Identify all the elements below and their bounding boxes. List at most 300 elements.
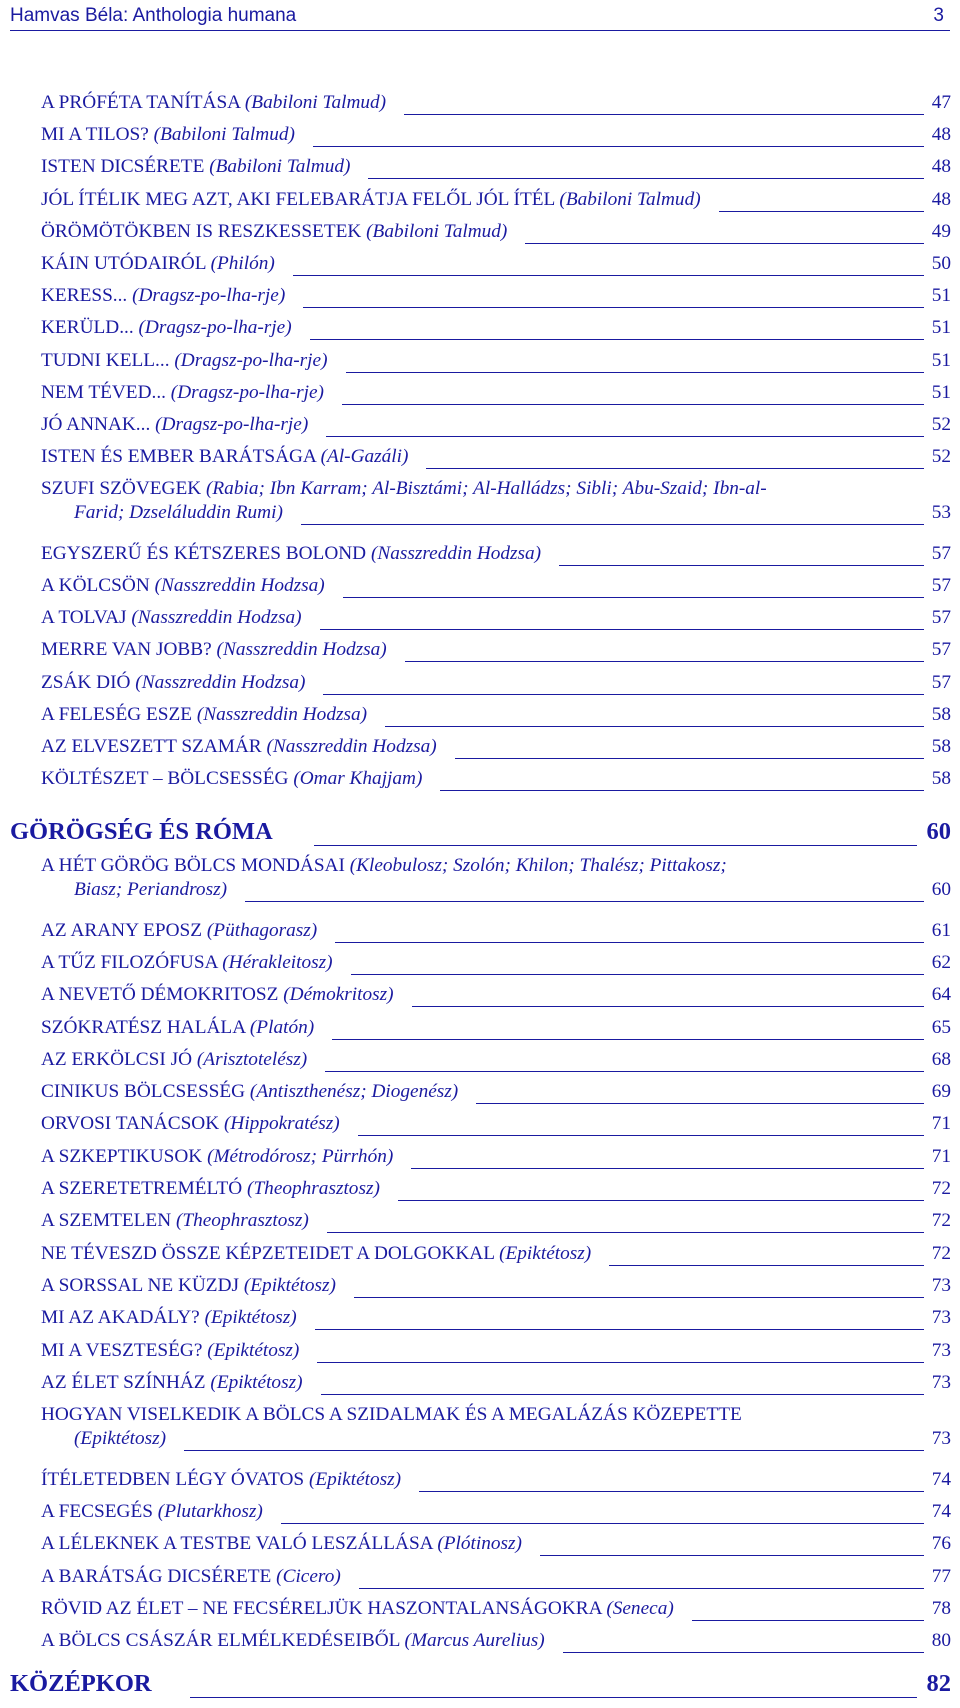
entry-page-number: 62 xyxy=(931,951,951,973)
entry-page-number: 61 xyxy=(931,919,951,941)
entry-title: A NEVETŐ DÉMOKRITOSZ xyxy=(41,984,279,1006)
entry-source: (Babiloni Talmud) xyxy=(209,156,351,178)
entry-title: KÁIN UTÓDAIRÓL xyxy=(41,253,206,274)
toc-entry[interactable] xyxy=(41,413,951,437)
entry-title: A SZERETETREMÉLTÓ xyxy=(41,1178,243,1199)
entry-page-number: 58 xyxy=(931,736,951,757)
entry-source: (Nasszreddin Hodzsa) xyxy=(154,575,325,596)
entry-title: A FELESÉG ESZE xyxy=(41,703,193,725)
entry-title: EGYSZERŰ ÉS KÉTSZERES BOLOND xyxy=(41,542,367,564)
leader-line xyxy=(321,1377,924,1395)
entry-page-number: 77 xyxy=(931,1565,951,1587)
leader-line xyxy=(293,258,924,276)
entry-source-continued: (Epiktétosz) xyxy=(74,1428,167,1450)
entry-leader xyxy=(405,638,951,662)
entry-title: MI AZ AKADÁLY? xyxy=(41,1307,200,1329)
entry-source: (Babiloni Talmud) xyxy=(559,188,701,210)
entry-leader xyxy=(303,284,951,308)
entry-leader xyxy=(245,878,951,902)
leader-line xyxy=(405,644,924,662)
toc-entry[interactable] xyxy=(41,381,951,405)
entry-source: (Dragsz-po-lha-rje) xyxy=(174,349,328,371)
leader-line xyxy=(404,97,924,115)
leader-line xyxy=(303,290,924,308)
entry-source: (Nasszreddin Hodzsa) xyxy=(216,639,387,661)
entry-source: (Kleobulosz; Szolón; Khilon; Thalész; Pittakosz; xyxy=(349,855,727,876)
toc-entry[interactable] xyxy=(41,983,951,1007)
toc-entry-row xyxy=(41,316,951,340)
toc-entry-row xyxy=(41,1112,951,1136)
entry-title: MI A TILOS? xyxy=(41,124,149,146)
leader-line xyxy=(310,322,924,340)
entry-title: A KÖLCSÖN xyxy=(41,575,150,596)
leader-line xyxy=(332,1022,924,1040)
entry-leader xyxy=(323,671,951,695)
toc-entry-row xyxy=(41,1371,951,1395)
toc-entry-row xyxy=(41,1403,951,1427)
toc-entry-row xyxy=(41,188,951,212)
entry-page-number: 58 xyxy=(931,703,951,725)
entry-page-number: 58 xyxy=(931,768,951,790)
entry-page-number: 80 xyxy=(931,1630,951,1652)
entry-leader xyxy=(346,349,951,373)
toc-entry-row xyxy=(41,1209,951,1233)
entry-title: ISTEN ÉS EMBER BARÁTSÁGA xyxy=(41,446,316,468)
entry-page-number: 73 xyxy=(931,1274,951,1296)
toc-entry-row xyxy=(41,983,951,1007)
toc-entry[interactable] xyxy=(41,1177,951,1201)
entry-page-number: 51 xyxy=(931,381,951,403)
leader-line xyxy=(419,1474,924,1492)
entry-page-number: 52 xyxy=(931,446,951,468)
leader-line xyxy=(245,884,924,902)
leader-line xyxy=(327,1215,924,1233)
toc-entry[interactable] xyxy=(41,1532,951,1556)
entry-source: (Epiktétosz) xyxy=(499,1242,592,1264)
toc-entry[interactable] xyxy=(41,188,951,212)
entry-page-number: 71 xyxy=(931,1145,951,1167)
entry-source: (Démokritosz) xyxy=(283,984,394,1006)
entry-page-number: 48 xyxy=(931,124,951,146)
leader-line xyxy=(343,580,924,598)
toc-entry[interactable] xyxy=(41,1112,951,1136)
entry-leader xyxy=(315,1306,951,1330)
section-title: KÖZÉPKOR xyxy=(10,1670,152,1697)
leader-line xyxy=(411,1151,924,1169)
entry-title: A SORSSAL NE KÜZDJ xyxy=(41,1274,240,1296)
header-title: Hamvas Béla: Anthologia humana xyxy=(10,5,297,26)
toc-entry[interactable] xyxy=(41,155,951,179)
entry-leader xyxy=(313,123,951,147)
entry-leader xyxy=(325,1048,951,1072)
entry-page-number: 72 xyxy=(931,1242,951,1264)
entry-source: (Dragsz-po-lha-rje) xyxy=(132,285,286,307)
entry-leader xyxy=(359,1565,951,1589)
toc-entry[interactable] xyxy=(41,542,951,566)
entry-leader xyxy=(455,735,951,759)
toc-entry[interactable] xyxy=(41,1468,951,1492)
toc-entry-row xyxy=(41,767,951,791)
entry-title: SZUFI SZÖVEGEK xyxy=(41,478,202,500)
toc-entry-continuation xyxy=(41,878,951,902)
leader-line xyxy=(184,1433,924,1451)
entry-source: (Babiloni Talmud) xyxy=(244,92,387,113)
toc-entry-row xyxy=(41,1597,951,1621)
toc-entry-row xyxy=(41,735,951,759)
toc-entry[interactable] xyxy=(41,123,951,147)
toc-entry-row xyxy=(41,123,951,147)
entry-source: (Epiktétosz) xyxy=(204,1307,297,1329)
toc-entry[interactable] xyxy=(41,951,951,975)
entry-title: AZ ELVESZETT SZAMÁR xyxy=(41,736,262,757)
entry-page-number: 73 xyxy=(931,1371,951,1393)
toc-entry-row xyxy=(41,413,951,437)
leader-line xyxy=(323,677,924,695)
leader-line xyxy=(398,1183,924,1201)
toc-entry-row xyxy=(41,1016,951,1040)
toc-entry-row xyxy=(41,1145,951,1169)
toc-entry-row xyxy=(41,91,951,115)
entry-source: (Babiloni Talmud) xyxy=(153,124,295,146)
entry-title: KERÜLD... xyxy=(41,317,134,339)
entry-source: (Al-Gazáli) xyxy=(320,446,409,468)
toc-entry[interactable] xyxy=(41,1371,951,1395)
entry-source-continued: Biasz; Periandrosz) xyxy=(74,879,227,900)
toc-entry[interactable] xyxy=(41,671,951,695)
entry-source: (Marcus Aurelius) xyxy=(404,1630,545,1652)
leader-line xyxy=(325,1054,924,1072)
toc-entry[interactable] xyxy=(41,1403,951,1451)
toc-entry[interactable] xyxy=(41,919,951,943)
toc-entry-row xyxy=(41,1080,951,1104)
toc-entry-row xyxy=(41,951,951,975)
entry-source: (Hippokratész) xyxy=(223,1113,340,1135)
leader-line xyxy=(525,226,924,244)
toc-entry-row xyxy=(41,854,951,878)
entry-title: RÖVID AZ ÉLET – NE FECSÉRELJÜK HASZONTALANSÁGOKRA xyxy=(41,1597,602,1619)
entry-leader xyxy=(719,188,951,212)
toc-entry[interactable] xyxy=(41,1080,951,1104)
entry-page-number: 73 xyxy=(931,1307,951,1329)
entry-page-number: 51 xyxy=(931,285,951,307)
entry-leader xyxy=(559,542,951,566)
toc-entry-row xyxy=(41,1339,951,1363)
toc-entry[interactable] xyxy=(41,220,951,244)
entry-leader xyxy=(342,381,951,405)
toc-entry[interactable] xyxy=(41,1274,951,1298)
entry-source: (Babiloni Talmud) xyxy=(366,220,508,242)
toc-entry-row xyxy=(41,542,951,566)
toc-entry[interactable] xyxy=(41,284,951,308)
toc-entry[interactable] xyxy=(41,1242,951,1266)
toc-entry-row xyxy=(41,638,951,662)
toc-entry[interactable] xyxy=(41,1339,951,1363)
entry-title: A TŰZ FILOZÓFUSA xyxy=(41,951,218,973)
toc-entry-row xyxy=(41,1532,951,1556)
toc-entry-row xyxy=(41,1306,951,1330)
toc-entry[interactable] xyxy=(41,735,951,759)
entry-source-continued: Farid; Dzseláluddin Rumi) xyxy=(74,502,283,524)
entry-page-number: 51 xyxy=(931,317,951,339)
entry-leader xyxy=(184,1427,951,1451)
entry-leader xyxy=(411,1145,951,1169)
toc-entry[interactable] xyxy=(41,1565,951,1589)
leader-line xyxy=(301,507,924,525)
toc-entry-row xyxy=(41,445,951,469)
entry-page-number: 48 xyxy=(931,156,951,178)
toc-entry-row xyxy=(41,1274,951,1298)
toc-entry[interactable] xyxy=(41,477,951,525)
entry-title: AZ ARANY EPOSZ xyxy=(41,919,203,941)
entry-title: ZSÁK DIÓ xyxy=(41,671,131,693)
leader-line xyxy=(719,194,924,212)
leader-line xyxy=(358,1118,924,1136)
leader-line xyxy=(692,1603,924,1621)
toc-entry[interactable] xyxy=(41,638,951,662)
entry-leader xyxy=(412,983,951,1007)
entry-title: HOGYAN VISELKEDIK A BÖLCS A SZIDALMAK ÉS A MEGALÁZÁS KÖZEPETTE xyxy=(41,1404,742,1426)
entry-page-number: 72 xyxy=(931,1178,951,1199)
leader-line xyxy=(540,1538,924,1556)
entry-title: NE TÉVESZD ÖSSZE KÉPZETEIDET A DOLGOKKAL xyxy=(41,1242,495,1264)
toc-entry[interactable] xyxy=(41,1500,951,1524)
leader-line xyxy=(326,419,924,437)
entry-title: A BÖLCS CSÁSZÁR ELMÉLKEDÉSEIBŐL xyxy=(41,1630,400,1652)
entry-leader xyxy=(354,1274,951,1298)
entry-page-number: 72 xyxy=(931,1210,951,1232)
entry-page-number: 50 xyxy=(931,253,951,274)
toc-entry[interactable] xyxy=(41,349,951,373)
leader-line xyxy=(281,1506,924,1524)
entry-page-number: 53 xyxy=(931,502,951,524)
entry-page-number: 74 xyxy=(931,1468,951,1490)
entry-page-number: 47 xyxy=(931,92,951,113)
entry-title: MI A VESZTESÉG? xyxy=(41,1339,203,1361)
toc-entry-row xyxy=(41,477,951,501)
entry-page-number: 57 xyxy=(931,542,951,564)
entry-leader xyxy=(281,1500,951,1524)
entry-source: (Nasszreddin Hodzsa) xyxy=(266,736,437,757)
toc-entry[interactable] xyxy=(41,703,951,727)
entry-title: A PRÓFÉTA TANÍTÁSA xyxy=(41,92,241,113)
section-leader-line xyxy=(314,845,917,846)
leader-line xyxy=(368,161,924,179)
entry-page-number: 57 xyxy=(931,671,951,693)
toc-entry-continuation xyxy=(41,1427,951,1451)
section-page-number: 82 xyxy=(926,1670,951,1697)
entry-leader xyxy=(358,1112,951,1136)
section-heading-middle-ages[interactable] xyxy=(10,1670,951,1700)
entry-leader xyxy=(321,1371,951,1395)
entry-title: A FECSEGÉS xyxy=(41,1501,153,1522)
entry-source: (Plutarkhosz) xyxy=(157,1501,263,1522)
toc-entry[interactable] xyxy=(41,1145,951,1169)
entry-source: (Püthagorasz) xyxy=(206,919,318,941)
entry-leader xyxy=(326,413,951,437)
entry-page-number: 57 xyxy=(931,639,951,661)
entry-title: ISTEN DICSÉRETE xyxy=(41,156,205,178)
entry-source: (Hérakleitosz) xyxy=(222,951,333,973)
entry-title: SZÓKRATÉSZ HALÁLA xyxy=(41,1016,246,1038)
entry-source: (Rabia; Ibn Karram; Al-Bisztámi; Al-Halládzs; Sibli; Abu-Szaid; Ibn-al- xyxy=(205,478,767,500)
toc-entry[interactable] xyxy=(41,1306,951,1330)
entry-source: (Epiktétosz) xyxy=(207,1339,300,1361)
entry-title: KÖLTÉSZET – BÖLCSESSÉG xyxy=(41,768,289,790)
entry-leader xyxy=(404,91,951,115)
entry-page-number: 57 xyxy=(931,607,951,629)
entry-page-number: 57 xyxy=(931,575,951,596)
entry-page-number: 60 xyxy=(931,879,951,900)
entry-title: TUDNI KELL... xyxy=(41,349,170,371)
entry-title: CINIKUS BÖLCSESSÉG xyxy=(41,1081,246,1103)
entry-leader xyxy=(351,951,951,975)
entry-leader xyxy=(419,1468,951,1492)
entry-title: NEM TÉVED... xyxy=(41,381,166,403)
entry-leader xyxy=(335,919,951,943)
toc-entry-row xyxy=(41,606,951,630)
entry-source: (Arisztotelész) xyxy=(196,1048,308,1070)
toc-entry[interactable] xyxy=(41,1209,951,1233)
toc-entry-row xyxy=(41,703,951,727)
entry-leader xyxy=(426,445,951,469)
entry-page-number: 68 xyxy=(931,1048,951,1070)
entry-title: ORVOSI TANÁCSOK xyxy=(41,1113,220,1135)
entry-title: KERESS... xyxy=(41,285,128,307)
entry-title: AZ ÉLET SZÍNHÁZ xyxy=(41,1371,206,1393)
toc-entry-row xyxy=(41,919,951,943)
toc-entry-row xyxy=(41,155,951,179)
entry-page-number: 52 xyxy=(931,414,951,435)
toc-entry-row xyxy=(41,1629,951,1653)
toc-entry-row xyxy=(41,284,951,308)
leader-line xyxy=(342,387,924,405)
leader-line xyxy=(559,548,924,566)
section-leader-line xyxy=(190,1697,917,1698)
leader-line xyxy=(313,129,924,147)
entry-source: (Philón) xyxy=(210,253,275,274)
entry-source: (Dragsz-po-lha-rje) xyxy=(138,317,292,339)
toc-entry[interactable] xyxy=(41,445,951,469)
entry-source: (Dragsz-po-lha-rje) xyxy=(155,414,309,435)
toc-entry[interactable] xyxy=(41,767,951,791)
entry-title: A BARÁTSÁG DICSÉRETE xyxy=(41,1565,272,1587)
entry-title: A HÉT GÖRÖG BÖLCS MONDÁSAI xyxy=(41,855,345,876)
leader-line xyxy=(385,709,924,727)
toc-entry[interactable] xyxy=(41,252,951,276)
entry-page-number: 48 xyxy=(931,188,951,210)
leader-line xyxy=(335,925,924,943)
entry-leader xyxy=(476,1080,951,1104)
toc-entry[interactable] xyxy=(41,574,951,598)
entry-source: (Dragsz-po-lha-rje) xyxy=(170,381,324,403)
entry-source: (Epiktétosz) xyxy=(243,1274,336,1296)
leader-line xyxy=(440,773,924,791)
entry-page-number: 51 xyxy=(931,349,951,371)
section-page-number: 60 xyxy=(926,818,951,845)
entry-title: AZ ERKÖLCSI JÓ xyxy=(41,1048,193,1070)
entry-title: ÖRÖMÖTÖKBEN IS RESZKESSETEK xyxy=(41,220,362,242)
toc-entry[interactable] xyxy=(41,1629,951,1653)
entry-page-number: 64 xyxy=(931,984,951,1006)
toc-entry-row xyxy=(41,1500,951,1524)
leader-line xyxy=(609,1248,924,1266)
entry-title: MERRE VAN JOBB? xyxy=(41,639,212,661)
entry-title: JÓL ÍTÉLIK MEG AZT, AKI FELEBARÁTJA FELŐL JÓL ÍTÉL xyxy=(41,188,555,210)
entry-source: (Nasszreddin Hodzsa) xyxy=(131,607,302,629)
entry-leader xyxy=(368,155,951,179)
toc-entry[interactable] xyxy=(41,1016,951,1040)
toc-entry-row xyxy=(41,1242,951,1266)
entry-page-number: 73 xyxy=(931,1339,951,1361)
toc-entry-row xyxy=(41,671,951,695)
entry-source: (Theophrasztosz) xyxy=(247,1178,380,1199)
entry-leader xyxy=(310,316,951,340)
leader-line xyxy=(354,1280,924,1298)
entry-leader xyxy=(317,1339,951,1363)
entry-source: (Nasszreddin Hodzsa) xyxy=(135,671,306,693)
entry-leader xyxy=(440,767,951,791)
entry-leader xyxy=(332,1016,951,1040)
entry-source: (Métrodórosz; Pürrhón) xyxy=(207,1145,394,1167)
leader-line xyxy=(476,1086,924,1104)
entry-leader xyxy=(320,606,951,630)
entry-source: (Cicero) xyxy=(276,1565,341,1587)
entry-source: (Plótinosz) xyxy=(437,1533,522,1555)
entry-page-number: 49 xyxy=(931,220,951,242)
entry-source: (Platón) xyxy=(249,1016,315,1038)
toc-entry[interactable] xyxy=(41,91,951,115)
leader-line xyxy=(426,451,924,469)
leader-line xyxy=(563,1635,924,1653)
entry-leader xyxy=(398,1177,951,1201)
toc-entry-row xyxy=(41,1048,951,1072)
entry-source: (Nasszreddin Hodzsa) xyxy=(196,703,368,725)
leader-line xyxy=(346,355,924,373)
leader-line xyxy=(412,989,924,1007)
section-heading-greek[interactable] xyxy=(10,818,951,848)
toc-entry-row xyxy=(41,220,951,244)
entry-leader xyxy=(301,501,951,525)
leader-line xyxy=(317,1345,924,1363)
leader-line xyxy=(455,741,924,759)
toc-entry-continuation xyxy=(41,501,951,525)
entry-source: (Epiktétosz) xyxy=(210,1371,303,1393)
toc-entry-row xyxy=(41,574,951,598)
toc-entry[interactable] xyxy=(41,1048,951,1072)
leader-line xyxy=(315,1312,924,1330)
entry-page-number: 74 xyxy=(931,1501,951,1522)
entry-source: (Nasszreddin Hodzsa) xyxy=(370,542,542,564)
leader-line xyxy=(359,1571,924,1589)
entry-page-number: 76 xyxy=(931,1533,951,1555)
toc-entry-row xyxy=(41,252,951,276)
entry-title: A SZEMTELEN xyxy=(41,1210,172,1232)
entry-title: A SZKEPTIKUSOK xyxy=(41,1145,203,1167)
entry-source: (Seneca) xyxy=(606,1597,674,1619)
entry-title: JÓ ANNAK... xyxy=(41,414,151,435)
toc-entry-row xyxy=(41,1468,951,1492)
entry-title: ÍTÉLETEDBEN LÉGY ÓVATOS xyxy=(41,1468,305,1490)
entry-page-number: 69 xyxy=(931,1081,951,1103)
entry-leader xyxy=(293,252,951,276)
toc-entry[interactable] xyxy=(41,1597,951,1621)
toc-entry[interactable] xyxy=(41,606,951,630)
entry-leader xyxy=(609,1242,951,1266)
entry-source: (Antiszthenész; Diogenész) xyxy=(249,1081,459,1103)
toc-entry-row xyxy=(41,1565,951,1589)
toc-entry[interactable] xyxy=(41,854,951,902)
toc-entry[interactable] xyxy=(41,316,951,340)
